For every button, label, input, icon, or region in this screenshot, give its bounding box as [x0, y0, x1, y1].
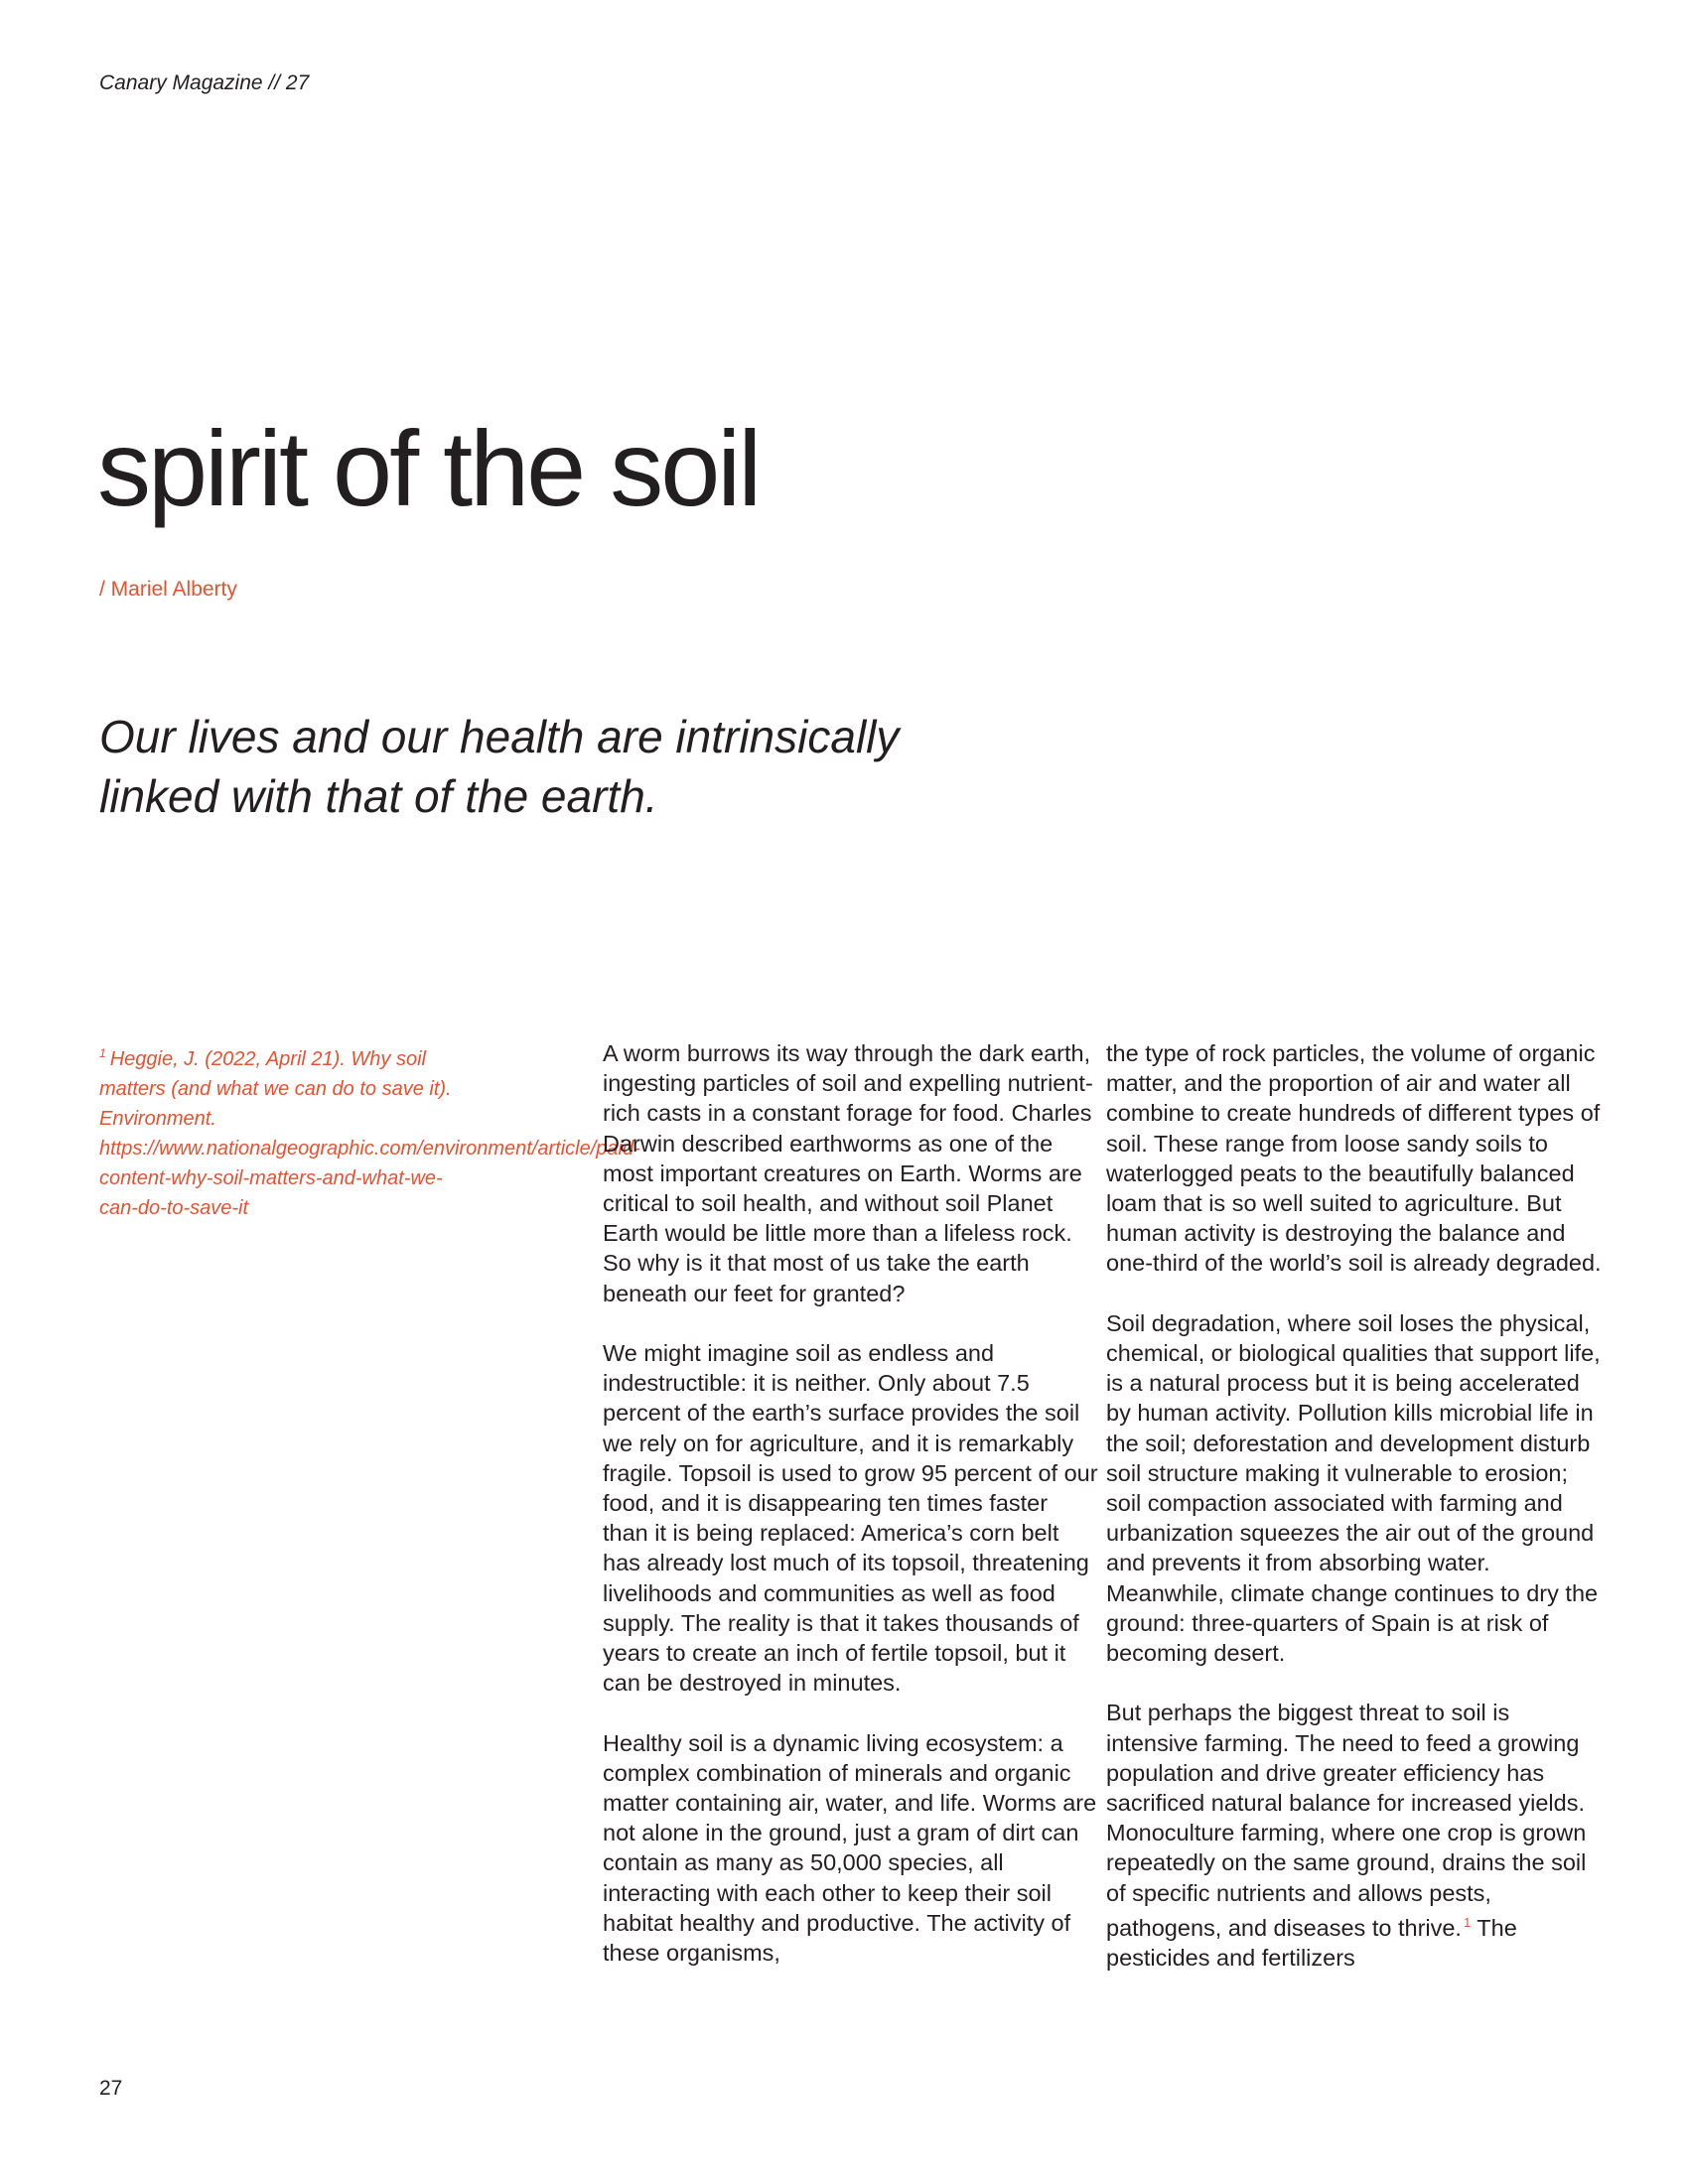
running-head: Canary Magazine // 27: [99, 71, 310, 94]
paragraph-text: The pesticides and fertilizers: [1106, 1914, 1517, 1972]
paragraph-text: But perhaps the biggest threat to soil is intensive farming. The need to feed a growing population and drive greater efficiency has sacrificed natural balance for increased yields. Monoculture farming, where one crop is grown repeatedly on the same ground, drains the soil of specific nutrients and allows pests, pathogens, and diseases to thrive.: [1106, 1700, 1587, 1941]
footnote-reference[interactable]: 1: [1463, 1914, 1472, 1930]
pull-quote: Our lives and our health are intrinsically linked with that of the earth.: [99, 711, 900, 822]
body-column-2: [1106, 1038, 1603, 2002]
paragraph: Soil degradation, where soil loses the physical, chemical, or biological qualities that support life, is a natural process but it is being accelerated by human activity. Pollution kills microbial life in the soil; deforestation and development disturb soil structure making it vulnerable to erosion; soil compaction associated with farming and urbanization squeezes the air out of the ground and prevents it from absorbing water. Meanwhile, climate change continues to dry the ground: three-quarters of Spain is at risk of becoming desert.: [1106, 1309, 1601, 1667]
article-title: spirit of the soil: [97, 408, 760, 528]
page-number: 27: [99, 2077, 123, 2100]
paragraph: We might imagine soil as endless and indestructible: it is neither. Only about 7.5 percent of the earth’s surface provides the soil we rely on for agriculture, and it is remarkably fragile. Topsoil is used to grow 95 percent of our food, and it is disappearing ten times faster than it is being replaced: America’s corn belt has already lost much of its topsoil, threatening livelihoods and communities as well as food supply. The reality is that it takes thousands of years to create an inch of fertile topsoil, but it can be destroyed in minutes.: [603, 1340, 1098, 1697]
footnote-number: 1: [99, 1046, 106, 1060]
paragraph: [1106, 1698, 1603, 1973]
body-column-1: [603, 1038, 1099, 1997]
author-byline: / Mariel Alberty: [99, 578, 237, 601]
paragraph: Healthy soil is a dynamic living ecosystem: a complex combination of minerals and organic matter containing air, water, and life. Worms are not alone in the ground, just a gram of dirt can contain as many as 50,000 species, all interacting with each other to keep their soil habitat healthy and productive. The activity of these organisms,: [603, 1729, 1097, 1967]
paragraph: A worm burrows its way through the dark earth, ingesting particles of soil and expelling nutrient-rich casts in a constant forage for food. Charles Darwin described earthworms as one of the most important creatures on Earth. Worms are critical to soil health, and without soil Planet Earth would be little more than a lifeless rock. So why is it that most of us take the earth beneath our feet for granted?: [603, 1040, 1093, 1306]
footnote: [99, 1038, 640, 1223]
footnote-text: Heggie, J. (2022, April 21). Why soil matters (and what we can do to save it). Environment. https://www.nationalgeographic.com/environment/article/paid-content-why-soil-matters-and-what-we-can-do-to-save-it: [99, 1048, 640, 1219]
paragraph: the type of rock particles, the volume of organic matter, and the proportion of air and water all combine to create hundreds of different types of soil. These range from loose sandy soils to waterlogged peats to the beautifully balanced loam that is so well suited to agriculture. But human activity is destroying the balance and one-third of the world’s soil is already degraded.: [1106, 1040, 1602, 1277]
